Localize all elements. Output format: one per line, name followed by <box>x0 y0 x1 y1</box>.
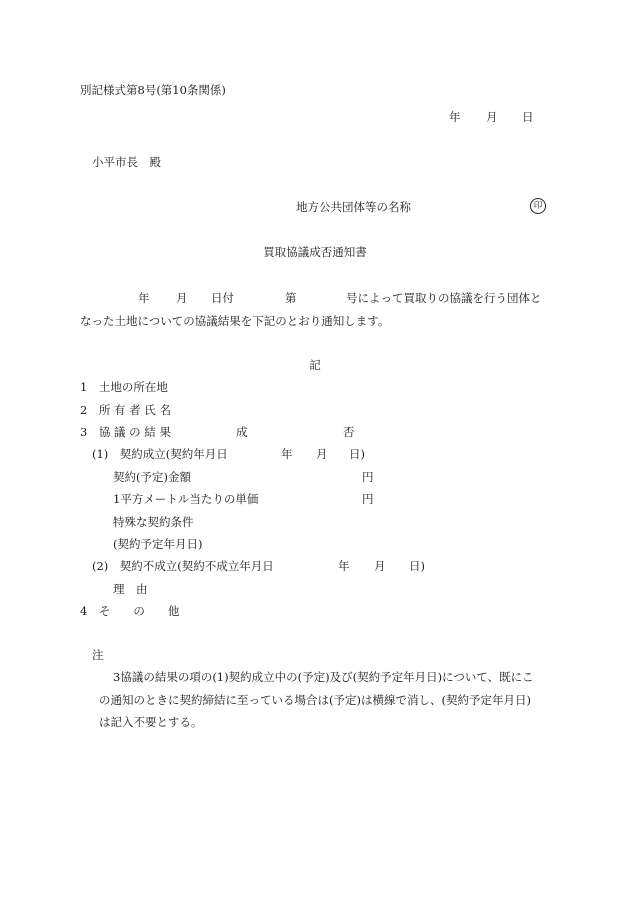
item-owner-name: 2 所 有 者 氏 名 <box>80 403 171 417</box>
s1-day: 日) <box>349 447 365 461</box>
addressee: 小平市長 殿 <box>92 155 161 169</box>
reason: 理 由 <box>113 582 148 596</box>
note-line-2: の通知のときに契約締結に至っている場合は(予定)は横線で消し、(契約予定年月日) <box>99 693 531 707</box>
contract-established: (1) 契約成立(契約年月日 <box>92 447 228 461</box>
body-line-1: 号によって買取りの協議を行う団体と <box>346 291 542 305</box>
s1-month: 月 <box>316 447 328 461</box>
note-line-3: は記入不要とする。 <box>99 715 203 729</box>
result-failure: 否 <box>343 425 355 439</box>
seal-icon: 印 <box>530 198 546 214</box>
item-result: 3 協 議 の 結 果 <box>80 425 171 439</box>
note-line-1: 3協議の結果の項の(1)契約成立中の(予定)及び(契約予定年月日)について、既にこ <box>113 670 534 684</box>
amount-yen: 円 <box>362 470 374 484</box>
result-success: 成 <box>236 425 248 439</box>
contract-not-established: (2) 契約不成立(契約不成立年月日 <box>92 559 274 573</box>
form-number: 別記様式第8号(第10条関係) <box>80 83 226 97</box>
body-line-2: なった土地についての協議結果を下記のとおり通知します。 <box>80 314 390 328</box>
date-month-label: 月 <box>486 110 498 124</box>
item-other: 4 そ の 他 <box>80 604 180 618</box>
s2-month: 月 <box>374 559 386 573</box>
body-year: 年 <box>138 291 150 305</box>
s2-day: 日) <box>409 559 425 573</box>
planned-contract-date: (契約予定年月日) <box>113 537 203 551</box>
date-year-label: 年 <box>449 110 461 124</box>
document-title: 買取協議成否通知書 <box>263 245 367 259</box>
item-location: 1 土地の所在地 <box>80 380 168 394</box>
sender-label: 地方公共団体等の名称 <box>296 200 411 214</box>
body-month: 月 <box>176 291 188 305</box>
s2-year: 年 <box>338 559 350 573</box>
contract-amount: 契約(予定)金額 <box>113 470 191 484</box>
unit-price: 1平方メートル当たりの単価 <box>113 492 259 506</box>
body-date: 日付 <box>211 291 234 305</box>
ki-heading: 記 <box>309 358 321 372</box>
special-conditions: 特殊な契約条件 <box>113 515 194 529</box>
unit-price-yen: 円 <box>362 492 374 506</box>
note-label: 注 <box>92 648 104 662</box>
s1-year: 年 <box>281 447 293 461</box>
body-number-prefix: 第 <box>285 291 297 305</box>
date-day-label: 日 <box>522 110 534 124</box>
